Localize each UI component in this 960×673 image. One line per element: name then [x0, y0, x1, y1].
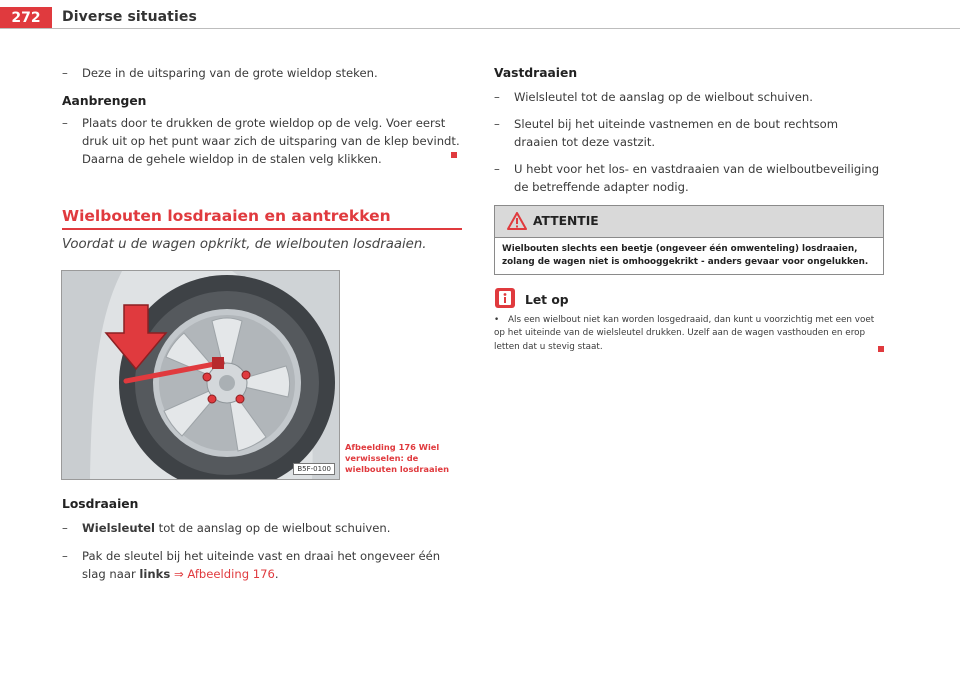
section-end-mark	[451, 152, 457, 158]
left-column-top	[62, 64, 462, 168]
wheel-illustration	[62, 271, 339, 479]
list-item: – U hebt voor het los- en vastdraaien van de wielboutbeveiliging de betreffende adapter nodig.	[494, 162, 880, 194]
warning-triangle-icon	[507, 212, 527, 230]
aanbrengen-heading: Aanbrengen	[62, 94, 147, 108]
warning-header	[495, 206, 883, 238]
losdraaien-heading: Losdraaien	[62, 497, 139, 511]
right-column	[494, 64, 884, 196]
warning-text: Wielbouten slechts een beetje (ongeveer één omwenteling) losdraaien, zolang de wagen niet is omhooggekrikt - anders gevaar voor ongelukken.	[502, 244, 869, 267]
section-subtitle: Voordat u de wagen opkrikt, de wielbouten losdraaien.	[62, 237, 427, 252]
page-number: 272	[0, 7, 52, 29]
warning-box	[494, 205, 884, 275]
section-title: Wielbouten losdraaien en aantrekken	[62, 207, 391, 225]
wheel-figure	[61, 270, 340, 480]
section-end-mark	[878, 346, 884, 352]
page-header	[0, 0, 960, 34]
header-divider	[0, 28, 960, 29]
list-item: – Deze in de uitsparing van de grote wieldop steken.	[62, 66, 378, 80]
list-item: – Sleutel bij het uiteinde vastnemen en de bout rechtsom draaien tot deze vastzit.	[494, 117, 839, 149]
left-column-bottom	[62, 495, 462, 583]
figure-caption: Afbeelding 176 Wiel verwisselen: de wielbouten losdraaien	[345, 442, 450, 474]
list-item: – Pak de sleutel bij het uiteinde vast en draai het ongeveer één slag naar links ⇒ Afbeelding 176.	[62, 549, 441, 581]
figure-link[interactable]: ⇒ Afbeelding 176	[173, 567, 275, 581]
note-title: Let op	[525, 293, 569, 307]
vastdraaien-heading: Vastdraaien	[494, 66, 578, 80]
section-divider	[62, 228, 462, 230]
warning-title: ATTENTIE	[533, 214, 599, 228]
figure-code: B5F-0100	[293, 463, 335, 475]
list-item: – Wielsleutel tot de aanslag op de wielbout schuiven.	[62, 521, 391, 535]
info-note-icon	[494, 287, 516, 309]
list-item: – Plaats door te drukken de grote wieldop op de velg. Voer eerst druk uit op het punt waar zich de uitsparing van de klep bevindt. Daarna de gehele wieldop in de stalen velg klikken.	[62, 116, 460, 166]
chapter-title: Diverse situaties	[62, 9, 197, 25]
list-item: – Wielsleutel tot de aanslag op de wielbout schuiven.	[494, 90, 813, 104]
note-text: • Als een wielbout niet kan worden losgedraaid, dan kunt u voorzichtig met een voet op het uiteinde van de wielsleutel drukken. Uzelf aan de wagen vasthouden en erop letten dat u stevig staat.	[494, 315, 875, 352]
